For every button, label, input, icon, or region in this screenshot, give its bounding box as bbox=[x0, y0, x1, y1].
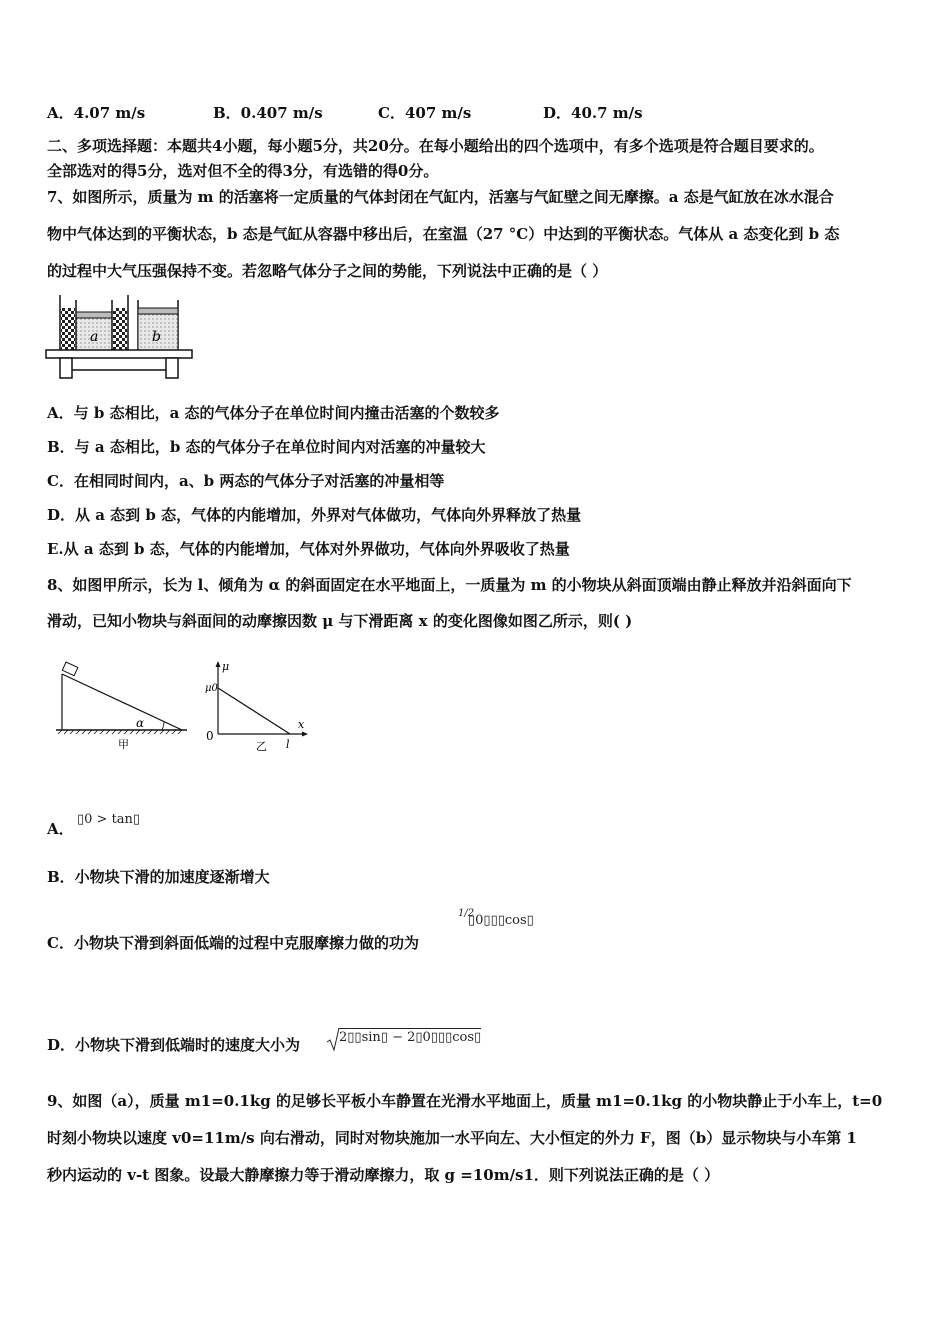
q7-cylinder-figure bbox=[44, 290, 196, 382]
q8-option-c-text: C．小物块下滑到斜面低端的过程中克服摩擦力做的功为 bbox=[47, 934, 419, 952]
q6-option-b: B．0.407 m/s bbox=[213, 104, 323, 122]
q8-origin: 0 bbox=[206, 729, 214, 743]
q6-option-a: A．4.07 m/s bbox=[47, 104, 146, 122]
q8-stem-1: 8、如图甲所示，长为 l、倾角为 α 的斜面固定在水平地面上，一质量为 m 的小物块从斜面顶端由静止释放并沿斜面向下 bbox=[47, 576, 852, 594]
q8-caption-yi: 乙 bbox=[256, 740, 267, 753]
q8-option-a-label: A． bbox=[47, 820, 74, 838]
q8-option-d-formula: 2▯▯sin▯ − 2▯0▯▯▯cos▯ bbox=[339, 1030, 482, 1045]
q8-option-a-formula: ▯0 > tan▯ bbox=[77, 812, 141, 827]
q8-option-b: B．小物块下滑的加速度逐渐增大 bbox=[47, 868, 270, 886]
q8-x-mark: l bbox=[286, 738, 290, 751]
q7-label-b: b bbox=[152, 329, 161, 345]
q7-stem-1: 7、如图所示，质量为 m 的活塞将一定质量的气体封闭在气缸内，活塞与气缸壁之间无摩擦。a 态是气缸放在冰水混合 bbox=[47, 188, 834, 206]
q8-option-d-text: D．小物块下滑到低端时的速度大小为 bbox=[47, 1036, 301, 1054]
sqrt-sign-icon bbox=[326, 1026, 340, 1052]
q6-option-c: C．407 m/s bbox=[378, 104, 472, 122]
q8-y-mark: μ0 bbox=[205, 683, 218, 694]
q6-option-d: D．40.7 m/s bbox=[543, 104, 643, 122]
section2-line2: 全部选对的得5分，选对但不全的得3分，有选错的得0分。 bbox=[47, 162, 439, 180]
q7-option-e: E.从 a 态到 b 态，气体的内能增加，气体对外界做功，气体向外界吸收了热量 bbox=[47, 540, 570, 558]
section2-line1: 二、多项选择题：本题共4小题，每小题5分，共20分。在每小题给出的四个选项中，有多个选项是符合题目要求的。 bbox=[47, 137, 824, 155]
q8-figure-yi bbox=[200, 658, 312, 754]
q7-stem-3: 的过程中大气压强保持不变。若忽略气体分子之间的势能，下列说法中正确的是（ ） bbox=[47, 262, 608, 280]
q7-option-a: A．与 b 态相比，a 态的气体分子在单位时间内撞击活塞的个数较多 bbox=[47, 404, 500, 422]
q8-y-axis-label: μ bbox=[222, 660, 230, 673]
q9-stem-2: 时刻小物块以速度 v0=11m/s 向右滑动，同时对物块施加一水平向左、大小恒定的外力 F，图（b）显示物块与小车第 1 bbox=[47, 1129, 857, 1147]
q9-stem-1: 9、如图（a），质量 m1=0.1kg 的足够长平板小车静置在光滑水平地面上，质量 m1=0.1kg 的小物块静止于小车上，t=0 bbox=[47, 1092, 883, 1110]
q7-option-d: D．从 a 态到 b 态，气体的内能增加，外界对气体做功，气体向外界释放了热量 bbox=[47, 506, 582, 524]
q8-stem-2: 滑动，已知小物块与斜面间的动摩擦因数 μ 与下滑距离 x 的变化图像如图乙所示，则( ) bbox=[47, 612, 633, 630]
q8-angle-label: α bbox=[136, 716, 145, 730]
q9-stem-3: 秒内运动的 v-t 图象。设最大静摩擦力等于滑动摩擦力，取 g =10m/s1．则下列说法正确的是（ ） bbox=[47, 1166, 720, 1184]
q8-option-c-formula: ▯0▯▯▯cos▯ bbox=[468, 913, 534, 928]
q8-figure-jia bbox=[52, 660, 192, 752]
q8-option-c-fraction: 1/2 bbox=[458, 908, 475, 919]
q7-label-a: a bbox=[90, 329, 99, 345]
q7-option-c: C．在相同时间内，a、b 两态的气体分子对活塞的冲量相等 bbox=[47, 472, 445, 490]
q7-stem-2: 物中气体达到的平衡状态，b 态是气缸从容器中移出后，在室温（27 °C）中达到的平衡状态。气体从 a 态变化到 b 态 bbox=[47, 225, 840, 243]
q7-option-b: B．与 a 态相比，b 态的气体分子在单位时间内对活塞的冲量较大 bbox=[47, 438, 486, 456]
q8-x-axis-label: x bbox=[298, 718, 305, 731]
q8-caption-jia: 甲 bbox=[118, 738, 129, 751]
